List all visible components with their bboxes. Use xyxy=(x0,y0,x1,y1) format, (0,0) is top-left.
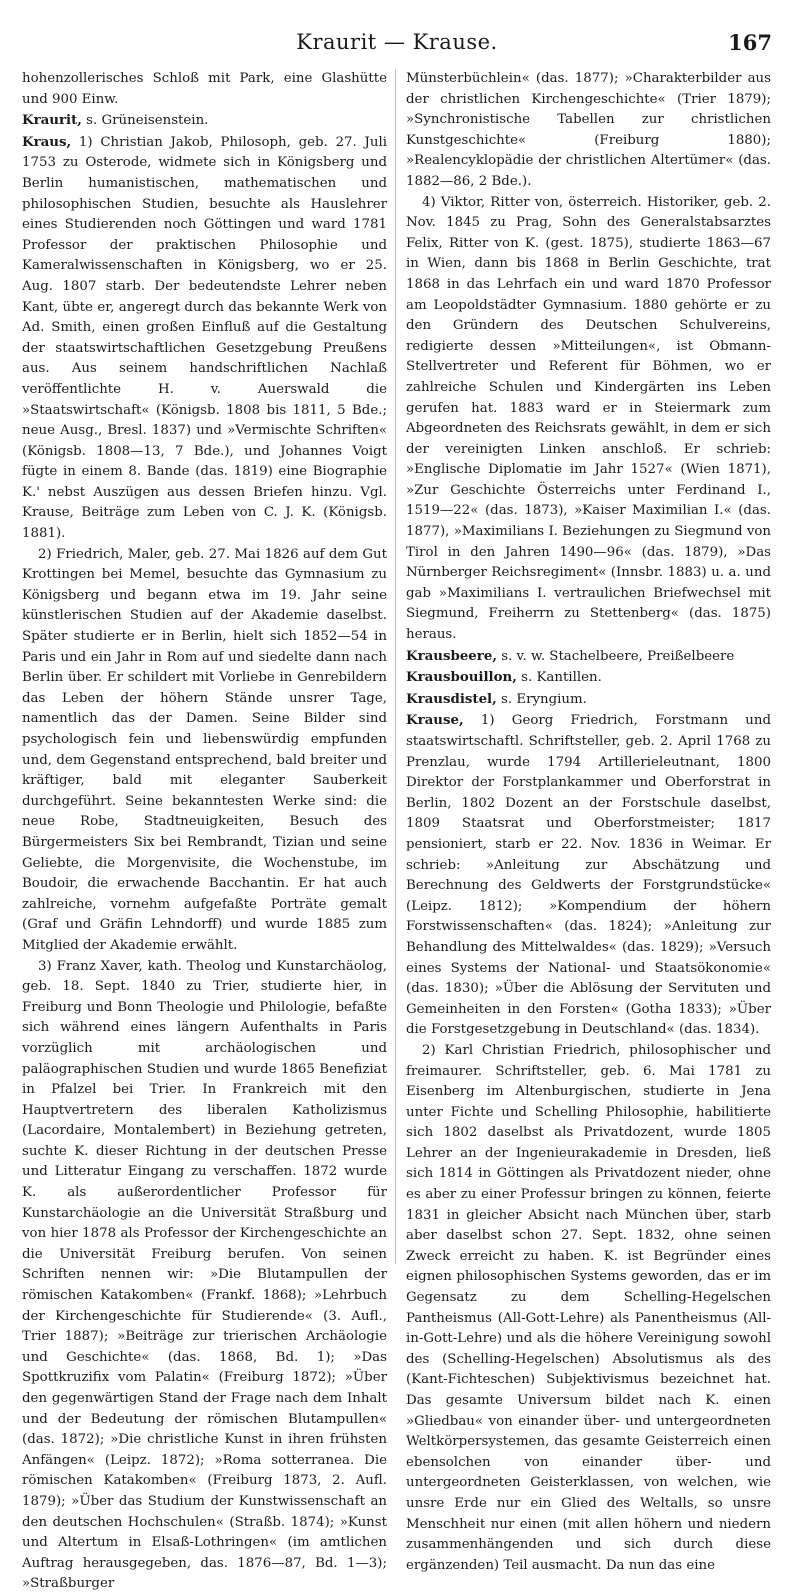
entry-text: 1) Christian Jakob, Philosoph, geb. 27. Juli 1753 zu Osterode, widmete sich in Königsberg und Berlin humanistischen, mathematischen und philosophischen Studien, besuchte als Hauslehrer eines Studierenden noch Göttingen und ward 1781 Professor der praktischen Philosophie und Kameralwissenschaften in Königsberg, wo er 25. Aug. 1807 starb. Der bedeutendste Lehrer neben Kant, übte er, angeregt durch das bekannte Werk von Ad. Smith, einen großen Einfluß auf die Gestaltung der staatswirtschaftlichen Gesetzgebung Preußens aus. Aus seinem handschriftlichen Nachlaß veröffentlichte H. v. Auerswald die »Staatswirtschaft« (Königsb. 1808 bis 1811, 5 Bde.; neue Ausg., Bresl. 1837) und »Vermischte Schriften« (Königsb. 1808—13, 7 Bde.), und Johannes Voigt fügte in einem 8. Bande (das. 1819) eine Biographie K.' nebst Auszügen aus dessen Briefen hinzu. Vgl. Krause, Beiträge zum Leben von C. J. K. (Königsb. 1881). xyxy=(22,134,388,542)
entry-krausbeere xyxy=(406,646,771,668)
headword: Krause, xyxy=(406,712,464,729)
entry-kraurit xyxy=(22,110,387,132)
running-header xyxy=(22,30,772,58)
page-number: 167 xyxy=(728,30,772,55)
entry-continuation: Münsterbüchlein« (das. 1877); »Charakterbilder aus der christlichen Kirchengeschichte« (Trier 1879); »Synchronistische Tabellen zur christlichen Kunstgeschichte« (Freiburg 1880); »Realencyklopädie der christlichen Altertümer« (das. 1882—86, 2 Bde.). xyxy=(406,71,771,189)
running-title: Kraurit — Krause. xyxy=(296,30,498,54)
entry-krause-1 xyxy=(406,710,771,1041)
column-divider xyxy=(395,69,396,1264)
entry-text: s. Eryngium. xyxy=(501,691,587,707)
entry-kraus-4: 4) Viktor, Ritter von, österreich. Historiker, geb. 2. Nov. 1845 zu Prag, Sohn des Generalstabsarztes Felix, Ritter von K. (gest. 1875), studierte 1863—67 in Wien, dann bis 1868 in Berlin Geschichte, trat 1868 in das Lehrfach ein und ward 1870 Professor am Leopoldstädter Gymnasium. 1880 gehörte er zu den Gründern des Deutschen Schulvereins, redigierte dessen »Mitteilungen«, ist Obmann-Stellvertreter und Referent für Böhmen, wo er zahlreiche Schulen und Kindergärten ins Leben gerufen hat. 1883 ward er in Steiermark zum Abgeordneten des Reichsrats gewählt, in dem er sich der vereinigten Linken anschloß. Er schrieb: »Englische Diplomatie im Jahr 1527« (Wien 1871), »Zur Geschichte Österreichs unter Ferdinand I., 1519—22« (das. 1873), »Kaiser Maximilian I.« (das. 1877), »Maximilians I. Beziehungen zu Siegmund von Tirol in den Jahren 1490—96« (das. 1879), »Das Nürnberger Reichsregiment« (Innsbr. 1883) u. a. und gab »Maximilians I. vertraulichen Briefwechsel mit Siegmund, Freiherrn zu Stettenberg« (das. 1875) heraus. xyxy=(406,194,771,643)
entry-continuation: hohenzollerisches Schloß mit Park, eine Glashütte und 900 Einw. xyxy=(22,71,387,107)
entry-krausdistel xyxy=(406,689,771,711)
entry-krausbouillon xyxy=(406,667,771,689)
entry-kraus-1 xyxy=(22,132,387,545)
left-column xyxy=(22,69,388,1592)
headword: Kraurit, xyxy=(22,112,82,129)
entry-kraus-3: 3) Franz Xaver, kath. Theolog und Kunstarchäolog, geb. 18. Sept. 1840 zu Trier, studierte hier, in Freiburg und Bonn Theologie und Philologie, befaßte sich während eines längern Aufenthalts in Paris vorzüglich mit archäologischen und paläographischen Studien und wurde 1865 Benefiziat in Pfalzel bei Trier. In Frankreich mit den Hauptvertretern des liberalen Katholizismus (Lacordaire, Montalembert) in Beziehung getreten, suchte K. dieser Richtung in der deutschen Presse und Litteratur Eingang zu verschaffen. 1872 wurde K. als außerordentlicher Professor für Kunstarchäologie an die Universität Straßburg und von hier 1878 als Professor der Kirchengeschichte an die Universität Freiburg berufen. Von seinen Schriften nennen wir: »Die Blutampullen der römischen Katakomben« (Frankf. 1868); »Lehrbuch der Kirchengeschichte für Studierende« (3. Aufl., Trier 1887); »Beiträge zur trierischen Archäologie und Geschichte« (das. 1868, Bd. 1); »Das Spottkruzifix vom Palatin« (Freiburg 1872); »Über den gegenwärtigen Stand der Frage nach dem Inhalt und der Bedeutung der römischen Blutampullen« (das. 1872); »Die christliche Kunst in ihren frühsten Anfängen« (Leipz. 1872); »Roma sotterranea. Die römischen Katakomben« (Freiburg 1873, 2. Aufl. 1879); »Über das Studium der Kunstwissenschaft an den deutschen Hochschulen« (Straßb. 1874); »Kunst und Altertum in Elsaß-Lothringen« (im amtlichen Auftrag herausgegeben, das. 1876—87, Bd. 1—3); »Straßburger xyxy=(22,958,387,1592)
entry-text: s. v. w. Stachelbeere, Preißelbeere xyxy=(501,648,735,664)
right-column xyxy=(406,69,771,1573)
entry-kraus-2: 2) Friedrich, Maler, geb. 27. Mai 1826 auf dem Gut Krottingen bei Memel, besuchte das Gymnasium zu Königsberg und begann etwa im 19. Jahr seine künstlerischen Studien auf der Akademie daselbst. Später studierte er in Berlin, hielt sich 1852—54 in Paris und ein Jahr in Rom auf und siedelte dann nach Berlin über. Er schildert mit Vorliebe in Genrebildern das Leben der höhern Stände unsrer Tage, namentlich das der Damen. Seine Bilder sind psychologisch fein und liebenswürdig empfunden und, dem Gegenstand entsprechend, bald breiter und kräftiger, bald mit eleganter Sauberkeit durchgeführt. Seine bekanntesten Werke sind: die neue Robe, Stadtneuigkeiten, Besuch des Bürgermeisters Six bei Rembrandt, Tizian und seine Geliebte, die Morgenvisite, die Wochenstube, im Boudoir, die erwachende Bacchantin. Er hat auch zahlreiche, vornehm aufgefaßte Porträte gemalt (Graf und Gräfin Lehndorff) und wurde 1885 zum Mitglied der Akademie erwählt. xyxy=(22,546,387,953)
entry-text: s. Kantillen. xyxy=(521,670,602,686)
entry-text: s. Grüneisenstein. xyxy=(86,113,209,129)
headword: Krausbeere, xyxy=(406,647,497,664)
entry-text: 1) Georg Friedrich, Forstmann und staatswirtschaftl. Schriftsteller, geb. 2. April 1768 zu Prenzlau, wurde 1794 Artillerieleutnant, 1800 Direktor der Forstplankammer und Oberforstrat in Berlin, 1802 Dozent an der Forstschule daselbst, 1809 Staatsrat und Oberforstmeister; 1817 pensioniert, starb er 22. Nov. 1836 in Weimar. Er schrieb: »Anleitung zur Abschätzung und Berechnung des Geldwerts der Forstgrundstücke« (Leipz. 1812); »Kompendium der höhern Forstwissenschaften« (das. 1824); »Anleitung zur Behandlung des Mittelwaldes« (das. 1829); »Versuch eines Systems der National- und Staatsökonomie« (das. 1830); »Über die Ablösung der Servituten und Gemeinheiten in den Forsten« (Gotha 1833); »Über die Forstgesetzgebung in Deutschland« (das. 1834). xyxy=(406,713,771,1038)
entry-krause-2: 2) Karl Christian Friedrich, philosophischer und freimaurer. Schriftsteller, geb. 6. Mai 1781 zu Eisenberg im Altenburgischen, studierte in Jena unter Fichte und Schelling Philosophie, habilitierte sich 1802 daselbst als Privatdozent, wurde 1805 Lehrer an der Ingenieurakademie in Dresden, ließ sich 1814 in Göttingen als Privatdozent nieder, ohne es aber zu einer Professur bringen zu können, feierte 1831 in gleicher Absicht nach München über, starb aber daselbst schon 27. Sept. 1832, ohne seinen Zweck erreicht zu haben. K. ist Begründer eines eignen philosophischen Systems geworden, das er im Gegensatz zu dem Schelling-Hegelschen Pantheismus (All-Gott-Lehre) als Panentheismus (All-in-Gott-Lehre) und als die höhere Vereinigung sowohl des (Schelling-Hegelschen) Absolutismus als des (Kant-Fichteschen) Subjektivismus bezeichnet hat. Das gesamte Universum bildet nach K. einen »Gliedbau« von einander über- und untergeordneten Weltkörpersystemen, das gesamte Geisterreich einen ebensolchen von einander über- und untergeordneten Geisterklassen, von welchen, wie unsre Erde nur ein Glied des Weltalls, so unsre Menschheit nur einen (mit allen höhern und niedern zusammenhängenden und sich durch diese ergänzenden) Teil ausmacht. Da nun das eine xyxy=(406,1042,771,1573)
headword: Kraus, xyxy=(22,133,72,150)
headword: Krausdistel, xyxy=(406,690,497,707)
headword: Krausbouillon, xyxy=(406,669,517,686)
